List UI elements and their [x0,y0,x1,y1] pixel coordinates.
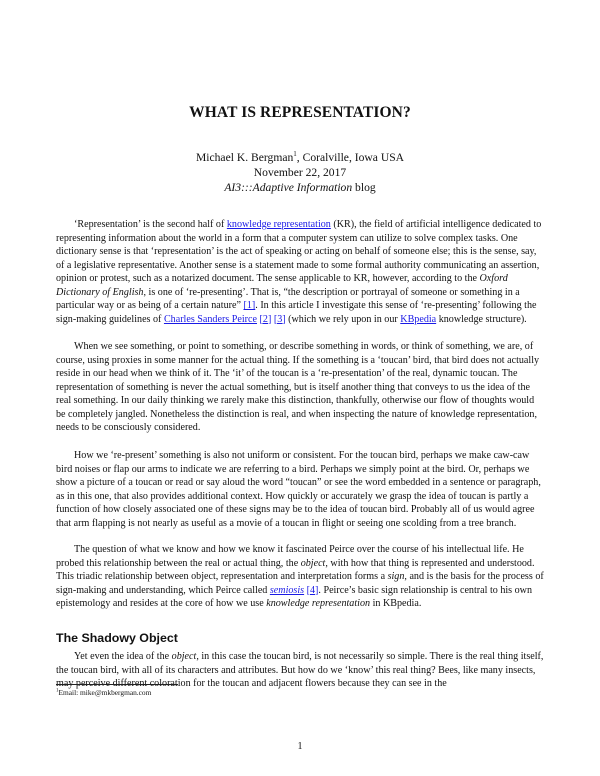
venue-name: AI3:::Adaptive Information [224,181,353,194]
p5-italic-object: object [171,651,197,662]
footnote-mark: 1 [56,688,59,694]
paper-title: WHAT IS REPRESENTATION? [189,104,411,121]
p5-text-2: , in this case the toucan bird, is not necessarily so simple. There is the real thing itself, the toucan bird, with all of its characters and attributes. But how do we ‘know’ this real thing? Bees, like many insects, may perceive different coloration for the toucan and adjacent flowers because they can see in the [56,651,544,689]
citation-3[interactable]: [3] [273,313,286,325]
p4-text-5: in KBpedia. [370,598,422,609]
p4-italic-sign: sign [387,571,405,582]
page-number: 1 [297,741,303,752]
venue-suffix: blog [352,181,376,194]
link-knowledge-representation[interactable]: knowledge representation [226,219,331,230]
p4-italic-object: object [300,557,326,569]
citation-4[interactable]: [4] [306,584,319,596]
venue-line [0,180,600,195]
p4-text-3: , and is the basis for the process of sign-making and understanding, which Peirce called [56,571,544,596]
link-kbpedia[interactable]: KBpedia [400,313,437,325]
footnote-marker[interactable]: 1 [293,150,297,159]
p3-text: How we ‘re-present’ something is also not uniform or consistent. For the toucan bird, perhaps we make caw-caw bird noises or flap our arms to indicate we are referring to a bird. Perhaps we simply point at the bird. Or, perhaps we show a picture of a toucan or read or say aloud the word “toucan” or see the word embedded in a sentence or paragraph, as in this one, that also provides additional context. How quickly or accurately we grasp the idea of toucan is partly a function of how closely associated one of these signs may be to the idea of toucan bird. Probably all of us would agree that arm flapping is not nearly as useful as a movie of a toucan in flight or seeing one scolding from a tree branch. [56,450,541,529]
citation-1[interactable]: [1] [243,300,256,311]
footnote-text: Email: mike@mkbergman.com [58,688,152,697]
paragraph-4 [56,543,546,611]
paragraph-2 [56,340,546,435]
citation-2[interactable]: [2] [259,313,272,325]
author-line [0,150,600,165]
p4-text-4: . Peirce’s basic sign relationship is central to his own epistemology and resides at the core of how we use [56,584,533,609]
p1-text-6: knowledge structure). [436,313,527,325]
p4-italic-kr: knowledge representation [266,598,371,609]
p1-text-3: , is one of ‘re-presenting’. That is, “the description or portrayal of someone or something in a particular way or as being of a certain nature” [56,286,520,311]
p2-text: When we see something, or point to something, or describe something in words, or think of something, we are, of course, using proxies in some manner for the actual thing. If the something is a ‘toucan’ bird, that bird does not actually reside in our head when we think of it. The ‘it’ of the toucan is a ‘re-presentation’ of the real, dynamic toucan. The representation of something is never the actual something, but is itself another thing that conveys to us the idea of the real something. In our daily thinking we rarely make this distinction, thankfully, otherwise our flow of thoughts would be completely jangled. Nonetheless the distinction is real, and when inspecting the nature of knowledge representation, needs to be consciously considered. [56,341,540,433]
p5-text-1: Yet even the idea of the [74,651,172,662]
link-semiosis[interactable]: semiosis [269,584,305,596]
p4-text-1: The question of what we know and how we know it fascinated Peirce over the course of his intellectual life. He probed this relationship between the real or actual thing, the [56,544,524,569]
paragraph-3 [56,449,546,530]
author-location: , Coralville, Iowa USA [296,151,405,164]
section-heading: The Shadowy Object [56,631,178,645]
paragraph-1 [56,218,546,326]
footnote-rule [56,684,178,685]
publication-date: November 22, 2017 [253,166,347,179]
p1-text-4: . In this article I investigate this sense of ‘re-presenting’ following the sign-making guidelines of [56,300,537,325]
link-charles-sanders-peirce[interactable]: Charles Sanders Peirce [163,313,257,325]
p1-italic-oxford: Oxford Dictionary of English [56,273,508,298]
author-name: Michael K. Bergman [195,151,294,164]
paragraph-5 [56,638,546,691]
footnote [56,688,151,697]
p1-text-2: (KR), the field of artificial intelligence dedicated to representing information about the world in a form that a computer system can utilize to solve complex tasks. One dictionary sense is that ‘representation’ is the act of speaking or acting on behalf of someone else; this is the sense, say, of a legislative representative. Another sense is a statement made to some formal authority communicating an assertion, opinion or protest, such as a notarized document. The sense applicable to KR, however, according to the [56,219,542,284]
p4-text-2: , with how that thing is represented and understood. This triadic relationship between object, representation and interpretation forms a [56,557,535,582]
p1-text-5: (which we rely upon in our [285,313,401,325]
p1-text-1: ‘Representation’ is the second half of [74,219,227,230]
